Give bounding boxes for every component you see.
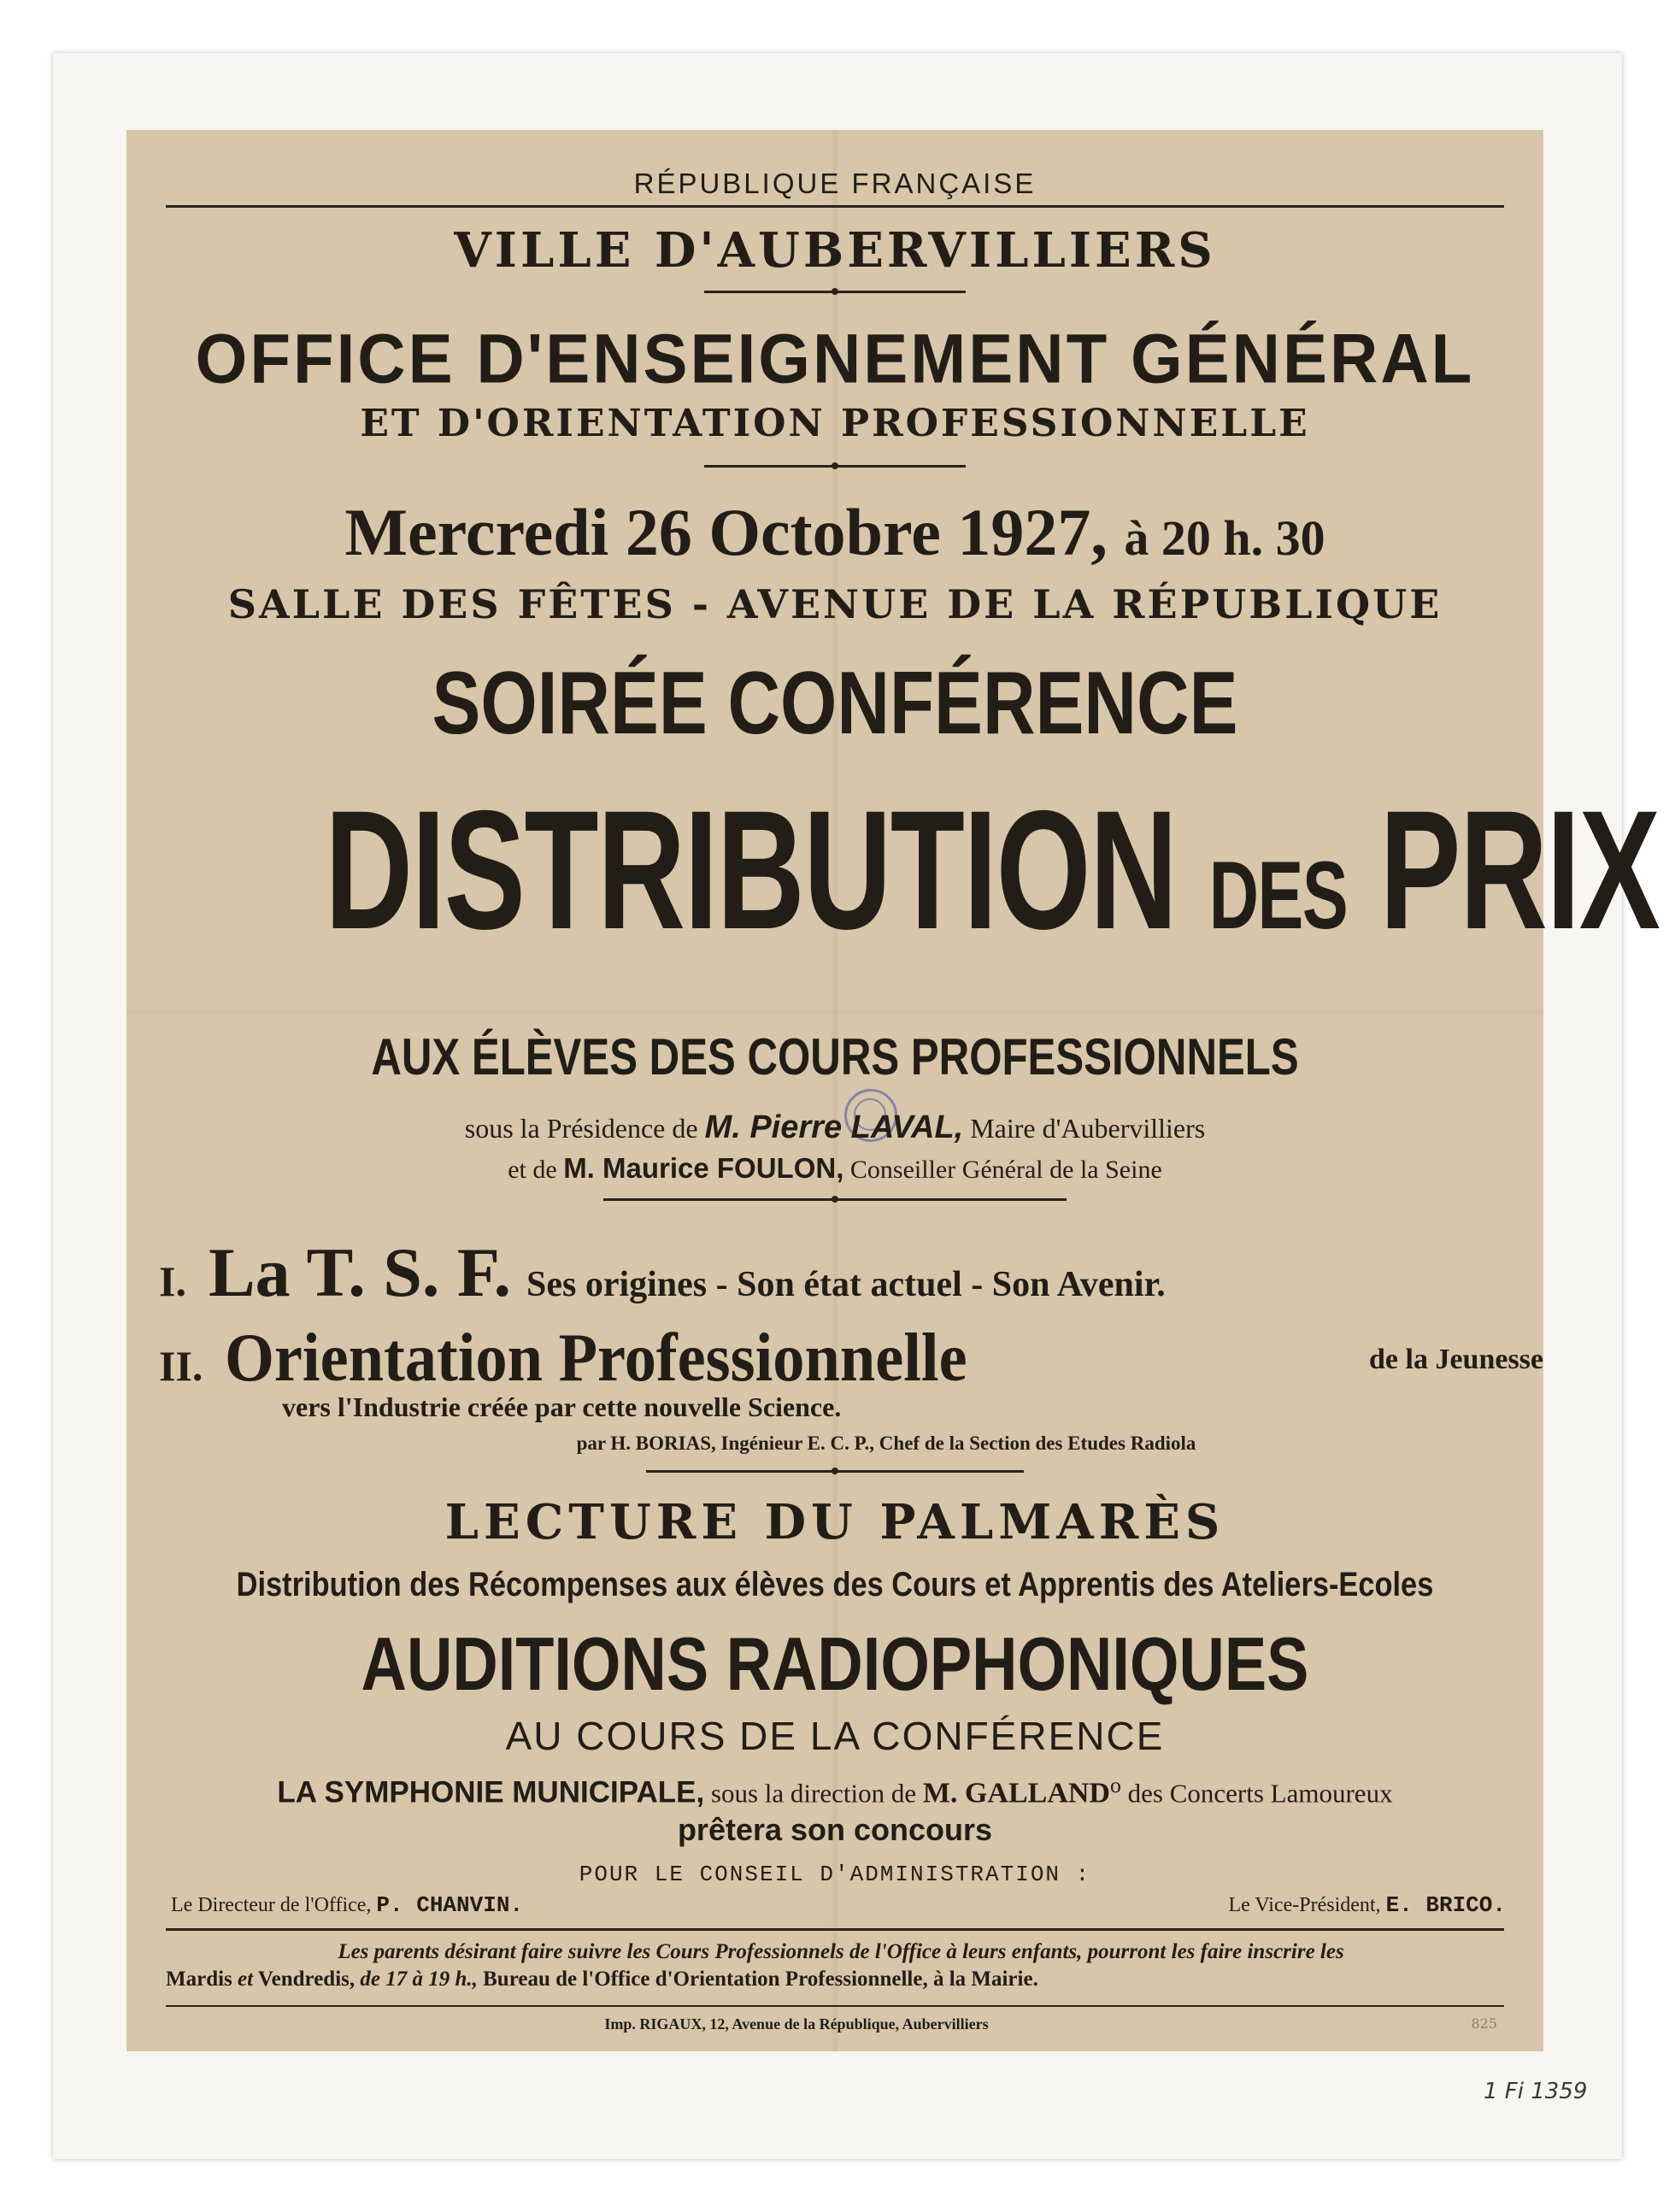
distribution-word: DISTRIBUTION xyxy=(325,775,1177,964)
ornament-rule xyxy=(646,1468,1024,1475)
lecture-heading: LECTURE DU PALMARÈS xyxy=(444,1494,1225,1550)
event-time: à 20 h. 30 xyxy=(1124,510,1325,566)
recompenses-line: Distribution des Récompenses aux élèves des Cours et Apprentis des Ateliers-Ecoles xyxy=(236,1566,1434,1603)
aux-eleves-heading: AUX ÉLÈVES DES COURS PROFESSIONNELS xyxy=(371,1028,1299,1085)
parents-note-line2 xyxy=(166,1968,1038,1991)
tiny-mark: 825 xyxy=(1471,2015,1497,2032)
des-word: DES xyxy=(1208,842,1348,949)
directeur-name: P. CHANVIN. xyxy=(376,1892,524,1918)
galland-name: M. GALLAND xyxy=(922,1777,1110,1809)
item1-title: La T. S. F. xyxy=(208,1233,511,1311)
galland-superscript: o xyxy=(1109,1773,1121,1797)
soiree-title: SOIRÉE CONFÉRENCE xyxy=(432,654,1238,753)
parents-hours: de 17 à 19 h., xyxy=(360,1968,478,1991)
conseiller-name: M. Maurice FOULON, xyxy=(563,1152,844,1184)
imprimeur-rule xyxy=(166,2005,1504,2007)
presidence-line xyxy=(126,1109,1543,1146)
conseiller-title: Conseiller Général de la Seine xyxy=(849,1156,1162,1184)
poster xyxy=(126,130,1660,2051)
item2-continuation: vers l'Industrie créée par cette nouvelle Science. xyxy=(282,1391,842,1422)
conseiller-prefix: et de xyxy=(508,1156,557,1184)
footer-rule xyxy=(166,1928,1504,1931)
ornament-rule xyxy=(704,289,966,296)
program-item-2 xyxy=(159,1320,1023,1397)
directeur-label: Le Directeur de l'Office, xyxy=(171,1894,372,1916)
ville-heading: VILLE D'AUBERVILLIERS xyxy=(454,222,1216,279)
republique-heading: RÉPUBLIQUE FRANÇAISE xyxy=(633,168,1037,199)
speaker-credit: par H. BORIAS, Ingénieur E. C. P., Chef de la Section des Etudes Radiola xyxy=(576,1433,1196,1454)
office-heading-line1: OFFICE D'ENSEIGNEMENT GÉNÉRAL xyxy=(195,318,1475,398)
event-date xyxy=(126,494,1543,571)
parents-note-line1: Les parents désirant faire suivre les Cours Professionnels de l'Office à leurs enfants, pourront les faire inscrire les xyxy=(338,1940,1344,1963)
top-rule xyxy=(166,205,1504,208)
presidence-name: M. Pierre LAVAL, xyxy=(704,1109,964,1145)
event-venue: SALLE DES FÊTES - AVENUE DE LA RÉPUBLIQUE xyxy=(227,581,1443,627)
parents-days2: Vendredis, xyxy=(257,1968,356,1991)
item1-description: Ses origines - Son état actuel - Son Avenir. xyxy=(526,1265,1166,1304)
item1-number: I. xyxy=(159,1257,186,1305)
parents-days1: Mardis xyxy=(166,1968,232,1991)
item2-tail: de la Jeunesse xyxy=(1369,1344,1543,1375)
imprimeur-credit: Imp. RIGAUX, 12, Avenue de la République, Aubervilliers xyxy=(604,2015,989,2033)
office-heading-line2: ET D'ORIENTATION PROFESSIONNELLE xyxy=(360,402,1310,445)
program-item-1 xyxy=(159,1232,1166,1313)
conseiller-line xyxy=(126,1152,1543,1185)
archive-cote: 1 Fi 1359 xyxy=(1484,2079,1588,2104)
pour-conseil: POUR LE CONSEIL D'ADMINISTRATION : xyxy=(579,1862,1091,1887)
symphonie-name: LA SYMPHONIE MUNICIPALE, xyxy=(277,1775,705,1809)
event-date-text: Mercredi 26 Octobre 1927, xyxy=(344,495,1108,569)
prix-word: PRIX xyxy=(1379,775,1660,964)
item2-title: Orientation Professionnelle xyxy=(225,1321,968,1396)
vice-name: E. BRICO. xyxy=(1385,1892,1506,1918)
item2-number: II. xyxy=(159,1342,203,1390)
au-cours-line: AU COURS DE LA CONFÉRENCE xyxy=(505,1714,1165,1758)
ornament-rule xyxy=(603,1197,1067,1203)
symphonie-line xyxy=(126,1773,1543,1809)
direction-text: sous la direction de xyxy=(710,1778,917,1809)
distribution-title xyxy=(325,773,1660,967)
concerts-text: des Concerts Lamoureux xyxy=(1127,1778,1393,1809)
parents-et: et xyxy=(238,1968,254,1991)
vice-label: Le Vice-Président, xyxy=(1228,1894,1381,1916)
parents-rest: Bureau de l'Office d'Orientation Professionnelle, à la Mairie. xyxy=(483,1968,1038,1991)
ornament-rule xyxy=(704,463,966,470)
presidence-title: Maire d'Aubervilliers xyxy=(970,1113,1206,1144)
vice-signature xyxy=(1229,1892,1507,1918)
auditions-heading: AUDITIONS RADIOPHONIQUES xyxy=(361,1621,1309,1706)
pretera-line: prêtera son concours xyxy=(677,1812,993,1847)
directeur-signature xyxy=(171,1892,523,1918)
presidence-prefix: sous la Présidence de xyxy=(464,1113,698,1144)
